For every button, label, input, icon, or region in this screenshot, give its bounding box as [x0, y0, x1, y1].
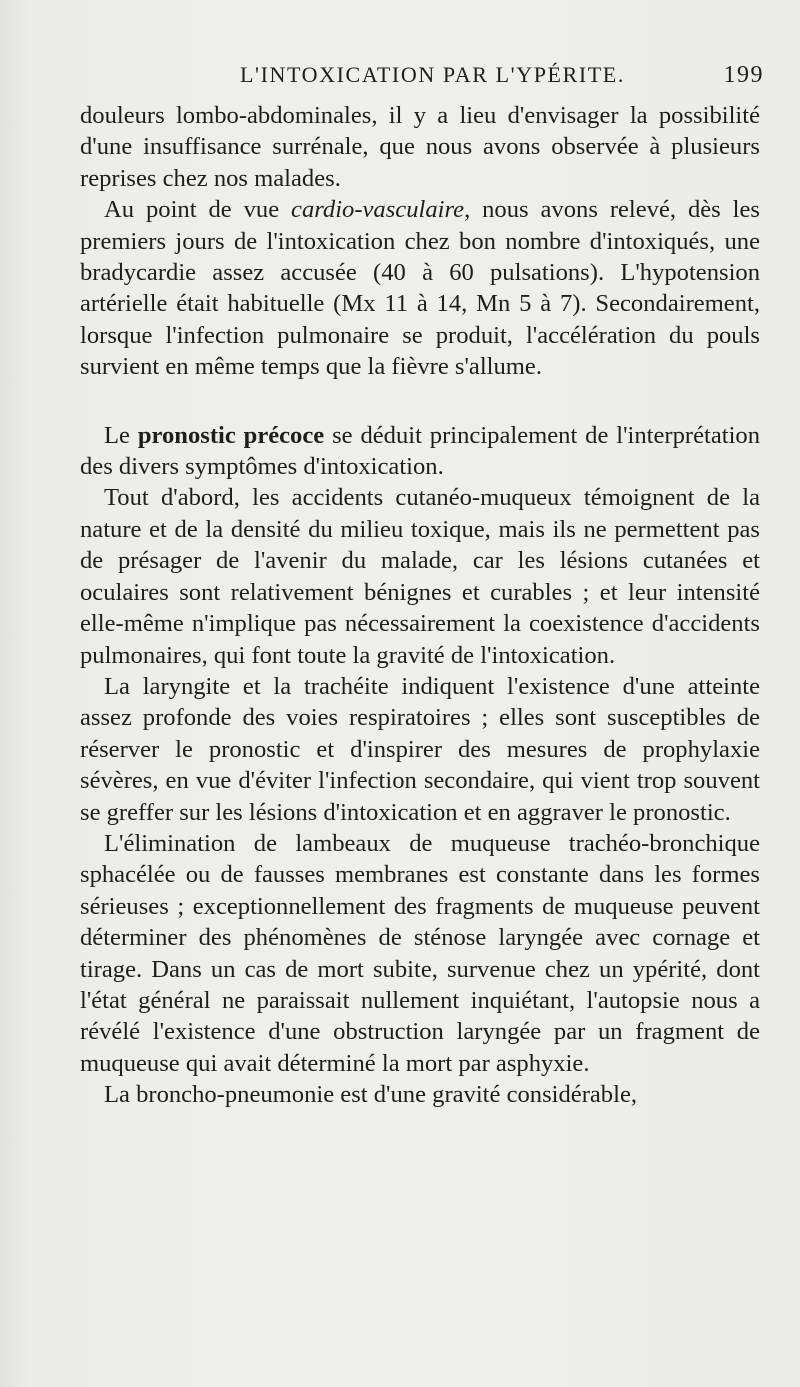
paragraph-cutaneous [80, 482, 760, 670]
paragraph-text: Tout d'abord, les accidents cutanéo-muqueux témoignent de la nature et de la densité du milieu toxique, mais ils ne permettent pas de présager de l'avenir du malade, car les lésions cutanées et oculaires sont relativement bénignes et curables ; et leur intensité elle-même n'implique pas nécessairement la coexistence d'accidents pulmonaires, qui font toute la gravité de l'intoxication. [80, 484, 760, 669]
paragraph-adrenal [80, 100, 760, 194]
body-text [80, 100, 760, 1111]
paragraph-text: douleurs lombo-abdominales, il y a lieu d'envisager la possibilité d'une insuffisance surrénale, que nous avons observée à plusieurs reprises chez nos malades. [80, 102, 760, 192]
paragraph-elimination [80, 828, 760, 1079]
paragraph-text-after: , nous avons relevé, dès les premiers jours de l'intoxication chez bon nombre d'intoxiqués, une bradycardie assez accusée (40 à 60 pulsations). L'hypotension artérielle était habituelle (Mx 11 à 14, Mn 5 à 7). Secondairement, lorsque l'infection pulmonaire se produit, l'accélération du pouls survient en même temps que la fièvre s'allume. [80, 196, 760, 381]
paragraph-text: La broncho-pneumonie est d'une gravité considérable, [104, 1081, 638, 1109]
page-number: 199 [723, 62, 764, 88]
paragraph-text-after: se déduit principalement de l'interprétation des divers symptômes d'intoxication. [80, 421, 761, 481]
paragraph-cardiovascular [80, 194, 760, 382]
emphasis-cardio-vasculaire: cardio-vasculaire [291, 196, 465, 224]
page-header [90, 62, 764, 96]
paragraph-text: L'élimination de lambeaux de muqueuse trachéo-bronchique sphacélée ou de fausses membranes est constante dans les formes sérieuses ; exceptionnellement des fragments de muqueuse peuvent déterminer des phénomènes de sténose laryngée avec cornage et tirage. Dans un cas de mort subite, survenue chez un ypérité, dont l'état général ne paraissait nullement inquiétant, l'autopsie nous a révélé l'existence d'une obstruction laryngée par un fragment de muqueuse qui avait déterminé la mort par asphyxie. [80, 829, 760, 1077]
paragraph-laryngitis [80, 671, 760, 828]
paragraph-prognosis [80, 420, 760, 483]
running-head: L'INTOXICATION PAR L'YPÉRITE. [240, 62, 625, 87]
paragraph-bronchopneumonia [80, 1079, 760, 1110]
paragraph-text-before: Au point de vue [104, 196, 292, 224]
bold-pronostic-precoce: pronostic précoce [137, 421, 325, 449]
paragraph-text-before: Le [104, 421, 138, 449]
paragraph-text: La laryngite et la trachéite indiquent l'existence d'une atteinte assez profonde des voies respiratoires ; elles sont susceptibles de réserver le pronostic et d'inspirer des mesures de prophylaxie sévères, en vue d'éviter l'infection secondaire, qui vient trop souvent se greffer sur les lésions d'intoxication et en aggraver le pronostic. [80, 672, 760, 826]
